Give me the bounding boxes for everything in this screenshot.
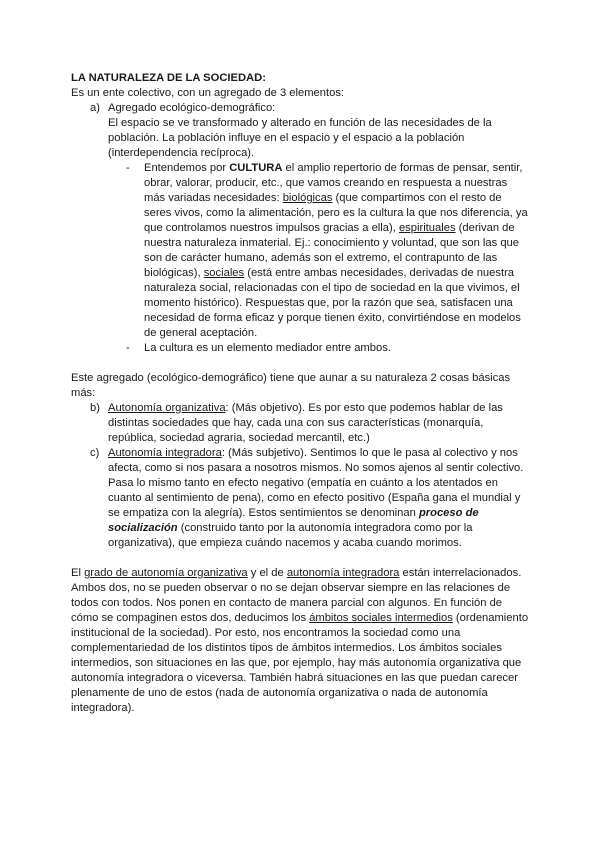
text-run: cómo se compaginen estos dos, deducimos los	[71, 612, 310, 624]
text-run: que controlamos nuestros impulsos gracias a ella),	[144, 222, 399, 234]
text-run: (está entre ambas necesidades, derivadas de nuestra	[244, 267, 515, 279]
bullet-line	[144, 161, 522, 176]
cultura-bold-term: CULTURA	[229, 162, 283, 174]
item-c-line: Pasa lo mismo tanto en efecto negativo (empatía en cuánto a los atentados en	[108, 477, 498, 489]
text-run: (construido tanto por la autonomía integradora como por la	[177, 522, 473, 534]
intro-text: Es un ente colectivo, con un agregado de 3 elementos:	[71, 87, 345, 99]
final-para-line: integradora).	[71, 702, 135, 714]
item-a-text-line: (interdependencia recíproca).	[108, 147, 255, 159]
espirituales-term: espirituales	[398, 222, 456, 234]
biologicas-term: biológicas	[282, 192, 333, 204]
final-para-line	[71, 566, 521, 581]
bullet-line: momento histórico). Respuestas que, por la razón que sea, satisfacen una	[144, 297, 513, 309]
final-para-line: institucional de la sociedad). Por esto, nos encontramos la sociedad como una	[71, 627, 461, 639]
text-run: El	[71, 567, 85, 579]
paragraph-line: Este agregado (ecológico-demográfico) tiene que aunar a su naturaleza 2 cosas básicas	[71, 372, 511, 384]
bullet-line	[144, 191, 502, 206]
document-title: LA NATURALEZA DE LA SOCIEDAD:	[71, 72, 266, 84]
text-run: el amplio repertorio de formas de pensar, sentir,	[282, 162, 523, 174]
bullet-line	[144, 221, 515, 236]
bullet-line: obrar, valorar, producir, etc., que vamos creando en respuesta a nuestras	[144, 177, 508, 189]
bullet-line: seres vivos, como la alimentación, pero es la cultura la que nos diferencia, ya	[144, 207, 528, 219]
text-run: biológicas),	[144, 267, 204, 279]
grado-autonomia-organizativa-term: grado de autonomía organizativa	[84, 567, 248, 579]
text-run: y el de	[247, 567, 287, 579]
text-run: : (Más objetivo). Es por esto que podemos hablar de las	[225, 402, 503, 414]
item-c-line	[108, 521, 472, 536]
autonomia-integradora-term: Autonomía integradora	[108, 447, 222, 459]
item-b-marker: b)	[90, 402, 100, 414]
final-para-line: plenamente de uno de estos (nada de autonomía organizativa o nada de autonomía	[71, 687, 488, 699]
bullet-dash: -	[126, 342, 130, 354]
text-run: : (Más subjetivo). Sentimos lo que le pasa al colectivo y nos	[221, 447, 518, 459]
bullet-line: nuestra naturaleza inmaterial. Ej.: conocimiento y voluntad, que son las que	[144, 237, 519, 249]
item-c-line: cuanto al sentimiento de pena), como en efecto positivo (España gana el mundial y	[108, 492, 521, 504]
socializacion-term: socialización	[108, 522, 178, 534]
final-para-line: complementariedad de los distintos tipos de ámbitos intermedios. Los ámbitos sociales	[71, 642, 502, 654]
text-run: más variadas necesidades:	[144, 192, 283, 204]
item-c-marker: c)	[90, 447, 100, 459]
final-para-line	[71, 611, 528, 626]
bullet-line: naturaleza social, relacionadas con el tipo de sociedad en la que vivimos, el	[144, 282, 520, 294]
bullet-line	[144, 266, 514, 281]
text-run: se empatiza con la alegría). Estos sentimientos se denominan	[108, 507, 419, 519]
item-a-heading: Agregado ecológico-demográfico:	[108, 102, 276, 114]
paragraph-line: más:	[71, 387, 96, 399]
text-run: están interrelacionados.	[399, 567, 522, 579]
proceso-term: proceso de	[418, 507, 479, 519]
item-b-line: república, sociedad agraria, sociedad mercantil, etc.)	[108, 432, 370, 444]
sociales-term: sociales	[203, 267, 245, 279]
bullet-line: de general aceptación.	[144, 327, 258, 339]
final-para-line: autonomía integradora o viceversa. También habrá situaciones en las que puedan carecer	[71, 672, 518, 684]
item-a-text-line: El espacio se ve transformado y alterado en función de las necesidades de la	[108, 117, 492, 129]
item-b-line	[108, 401, 503, 416]
item-c-line: afecta, como si nos pasara a nosotros mismos. No somos ajenos al sentir colectivo.	[108, 462, 524, 474]
text-run: (que compartimos con el resto de	[332, 192, 502, 204]
item-a-text-line: población. La población influye en el espacio y el espacio a la población	[108, 132, 465, 144]
bullet-line: necesidad de forma eficaz y porque tienen éxito, convirtiéndose en modelos	[144, 312, 521, 324]
item-c-line	[108, 506, 479, 521]
bullet-line: son de carácter humano, además son el extremo, el contrapunto de las	[144, 252, 498, 264]
item-a-marker: a)	[90, 102, 100, 114]
autonomia-organizativa-term: Autonomía organizativa	[108, 402, 226, 414]
final-para-line: intermedios, son situaciones en las que, por ejemplo, hay más autonomía organizativa que	[71, 657, 522, 669]
bullet-line: La cultura es un elemento mediador entre ambos.	[144, 342, 391, 354]
item-c-line: organizativa), que empieza cuándo nacemos y acaba cuando morimos.	[108, 537, 462, 549]
item-c-line	[108, 446, 518, 461]
text-run: Entendemos por	[144, 162, 230, 174]
final-para-line: todos con todos. Nos ponen en contacto de manera parcial con algunos. En función de	[71, 597, 503, 609]
text-run: (ordenamiento	[452, 612, 529, 624]
text-run: (derivan de	[455, 222, 515, 234]
item-b-line: distintas sociedades que hay, cada una con sus características (monarquía,	[108, 417, 484, 429]
bullet-dash: -	[126, 162, 130, 174]
final-para-line: Ambos dos, no se pueden observar o no se dejan observar siempre en las relaciones de	[71, 582, 511, 594]
ambitos-sociales-term: ámbitos sociales intermedios	[309, 612, 453, 624]
autonomia-integradora-term: autonomía integradora	[286, 567, 400, 579]
